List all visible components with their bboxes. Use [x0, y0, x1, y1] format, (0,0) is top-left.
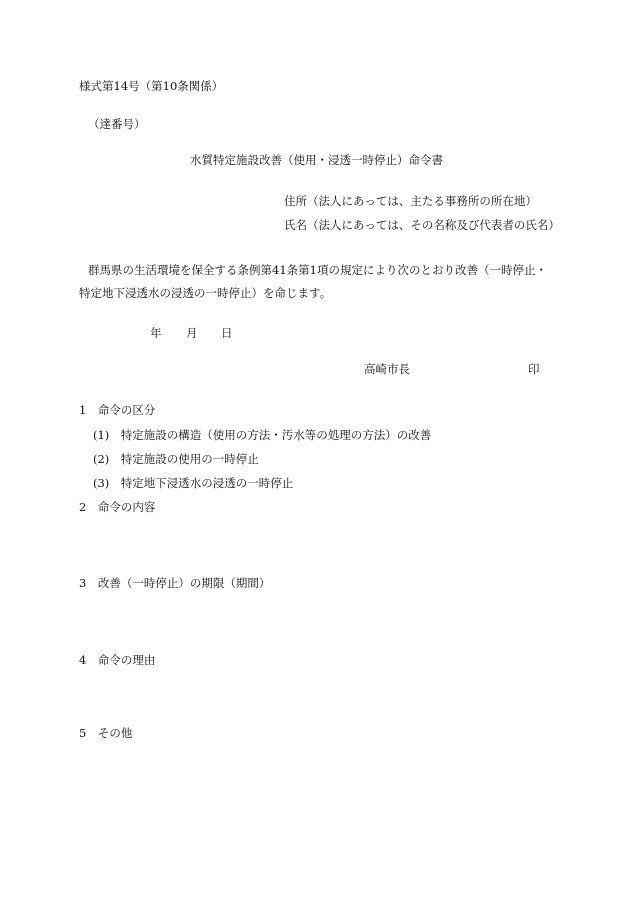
issuer-title: 高崎市長 — [364, 362, 410, 376]
addressee-name: 氏名（法人にあっては、その名称及び代表者の氏名） — [284, 218, 560, 232]
issue-date — [0, 328, 630, 342]
date-year-label: 年 — [150, 326, 162, 340]
seal-mark: 印 — [528, 362, 540, 376]
section-5-heading: 5 その他 — [79, 726, 133, 740]
section-3-heading: 3 改善（一時停止）の期限（期間） — [79, 576, 271, 590]
section-1-item-3: (3) 特定地下浸透水の浸透の一時停止 — [93, 476, 294, 490]
date-month-label: 月 — [186, 326, 198, 340]
section-1-heading: 1 命令の区分 — [79, 403, 156, 417]
section-2-heading: 2 命令の内容 — [79, 500, 156, 514]
section-4-heading: 4 命令の理由 — [79, 653, 156, 667]
document-title: 水質特定施設改善（使用・浸透一時停止）命令書 — [190, 153, 443, 167]
form-header: 様式第14号（第10条関係） — [79, 79, 224, 93]
addressee-address: 住所（法人にあっては、主たる事務所の所在地） — [284, 194, 537, 208]
section-1-item-2: (2) 特定施設の使用の一時停止 — [93, 452, 259, 466]
body-text-line-2: 特定地下浸透水の浸透の一時停止）を命じます。 — [79, 286, 332, 300]
document-number: （達番号） — [88, 117, 146, 131]
date-day-label: 日 — [221, 326, 233, 340]
body-text-line-1: 群馬県の生活環境を保全する条例第41条第1項の規定により次のとおり改善（一時停止・ — [88, 263, 547, 277]
section-1-item-1: (1) 特定施設の構造（使用の方法・汚水等の処理の方法）の改善 — [93, 428, 432, 442]
